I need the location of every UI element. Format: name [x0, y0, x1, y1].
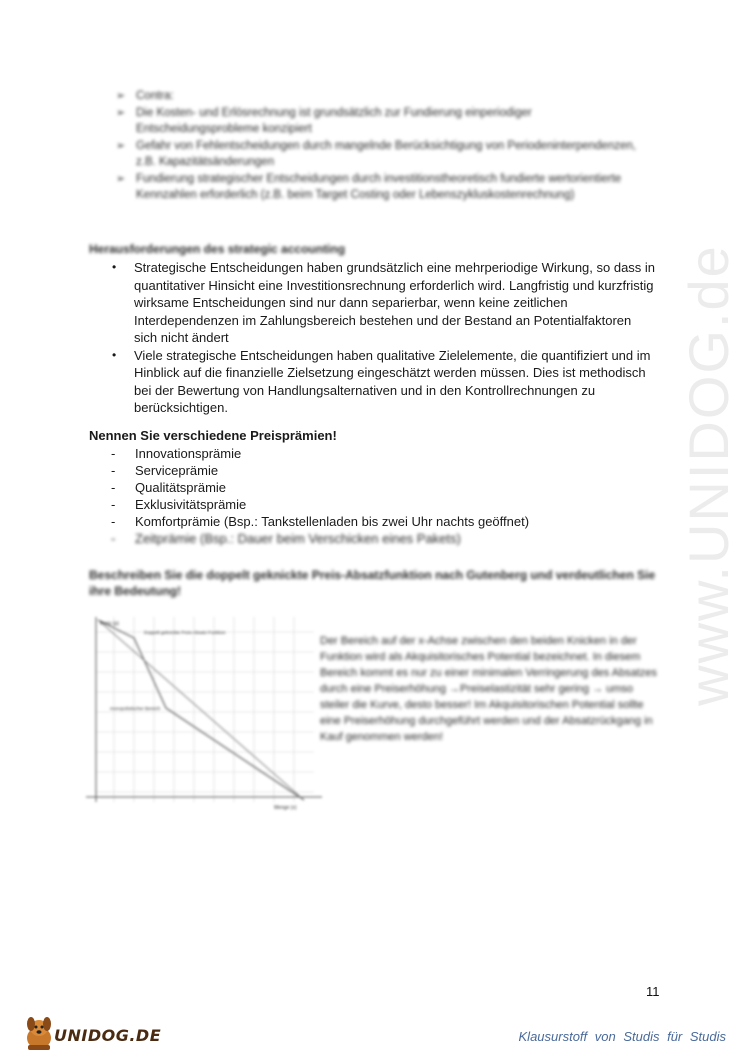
arrow-bullet-icon: ➢ — [116, 90, 126, 102]
dog-icon — [22, 1012, 56, 1052]
chart-explanation: Der Bereich auf der x-Achse zwischen den beiden Knicken in der Funktion wird als Akquisitorisches Potential bezeichnet. In diesem Bereich kommt es nur zu einer minimalen Verringerung des Absatzes durch eine Preiserhöhung →Preiselastizität sehr gering → umso steiler die Kurve, desto besser! Im Akquisitorischen Potential sollte eine Preiserhöhung durchgeführt werden und der Absatzrückgang in Kauf genommen werden! — [320, 635, 657, 743]
chart-label-top: Doppelt-geknickte Preis-Absatz-Funktion — [144, 630, 226, 635]
chart-xlabel: Menge (x) — [274, 805, 297, 811]
bullet-dot-icon: • — [112, 260, 117, 274]
arrow-list-item: ➢ Contra: — [116, 88, 636, 105]
section-heading-preispraemien: Nennen Sie verschiedene Preisprämien! — [89, 428, 337, 443]
page-number: 11 — [646, 984, 660, 999]
dash-list-item: - Innovationsprämie — [111, 446, 242, 461]
arrow-bullet-icon: ➢ — [116, 172, 126, 185]
dash-list-item: - Serviceprämie — [111, 463, 219, 478]
section-heading-preis-absatz: Beschreiben Sie die doppelt geknickte Preis-Absatzfunktion nach Gutenberg und verdeutlichen Sie ihre Bedeutung! — [89, 568, 656, 598]
chart-ylabel: Preis (p) — [100, 621, 119, 627]
footer-slogan: Klausurstoff von Studis für Studis — [518, 1029, 726, 1044]
arrow-list-item: ➢ Fundierung strategischer Entscheidungen durch investitionstheoretisch fundierte wertorientierte Kennzahlen erforderlich (z.B. beim Target Costing oder Lebenszykluskostenrechnung) — [116, 172, 622, 201]
bullet-dot-icon: • — [112, 347, 117, 362]
price-demand-chart — [84, 612, 326, 812]
arrow-list-item: ➢ Die Kosten- und Erlösrechnung ist grundsätzlich zur Fundierung einperiodiger Entscheidungsprobleme konzipiert — [116, 106, 532, 135]
logo-text: UNIDOG.DE — [54, 1026, 162, 1045]
arrow-list-item: ➢ Gefahr von Fehlentscheidungen durch mangelnde Berücksichtigung von Periodeninterpendenzen, z.B. Kapazitätsänderungen — [116, 139, 636, 168]
dash-list — [111, 445, 631, 547]
arrow-list — [116, 88, 636, 204]
dash-list-item: - Qualitätsprämie — [111, 480, 227, 495]
unidog-logo — [22, 1012, 162, 1052]
arrow-bullet-icon: ➢ — [116, 106, 126, 119]
arrow-bullet-icon: ➢ — [116, 139, 126, 152]
dash-list-item: - Komfortprämie (Bsp.: Tankstellenladen bis zwei Uhr nachts geöffnet) — [111, 514, 530, 529]
chart-label-mid: monopolistischer Bereich — [110, 706, 161, 711]
bullet-item: • Strategische Entscheidungen haben grundsätzlich eine mehrperiodige Wirkung, so dass in quantitativer Hinsicht eine Investitionsrechnung erforderlich wird. Langfristig und kurzfristig wirksame Entscheidungen sind nur dann separierbar, wenn keine zeitlichen Interdependenzen im Zahlungsbereich bestehen und der Bestand an Potentialfaktoren sich nicht ändert — [112, 260, 656, 345]
section-heading-blurred: Herausforderungen des strategic accounting — [89, 242, 346, 256]
bullet-item: • Viele strategische Entscheidungen haben qualitative Zielelemente, die quantifiziert und im Hinblick auf die finanzielle Zielsetzung eingeschätzt werden müssen. Dies ist methodisch bei der Bewertung von Handlungsalternativen und in den Kontrollrechnungen zu berücksichtigen. — [112, 347, 651, 415]
dash-list-item: - Exklusivitätsprämie — [111, 497, 247, 512]
watermark: www.UNIDOG.de — [677, 244, 740, 706]
dash-list-item-blurred: - Zeitprämie (Bsp.: Dauer beim Verschicken eines Pakets) — [111, 531, 461, 546]
bullet-list — [112, 259, 657, 417]
